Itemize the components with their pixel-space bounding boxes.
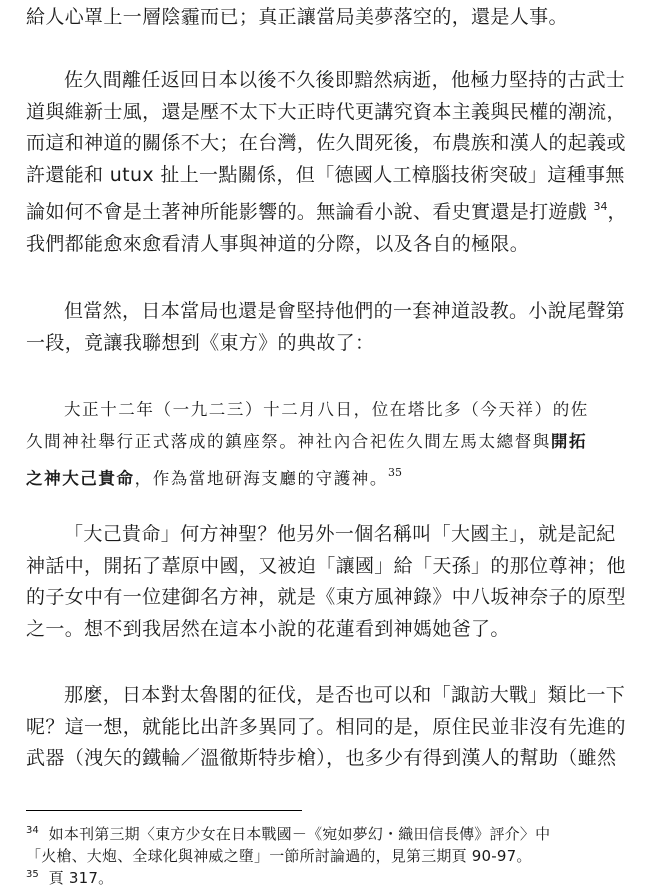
footnote-ref-35: 35 [388, 466, 403, 479]
footnote-number: 35 [26, 869, 39, 880]
text-line: 給人心罩上一層陰霾而已；真正讓當局美夢落空的，還是人事。 [26, 6, 568, 28]
text-line: 之一。想不到我居然在這本小說的花蓮看到神媽她爸了。 [26, 617, 510, 640]
paragraph-taroko [26, 680, 626, 775]
text-segment: ， [607, 201, 627, 224]
text-line: 許還能和 utux 扯上一點關係，但「德國人工樟腦技術突破」這種事無 [26, 163, 625, 186]
text-line: 我們都能愈來愈看清人事與神道的分際，以及各自的極限。 [26, 232, 530, 255]
text-line: 的子女中有一位建御名方神，就是《東方風神錄》中八坂神奈子的原型 [26, 586, 626, 609]
footnote-35 [26, 864, 636, 889]
text-line: 一段，竟讓我聯想到《東方》的典故了： [26, 331, 375, 354]
text-line: 那麼，日本對太魯閣的征伐，是否也可以和「諏訪大戰」類比一下 [64, 684, 626, 706]
quote-line [26, 426, 626, 458]
footnote-divider [26, 810, 302, 811]
paragraph-shinto [26, 296, 626, 359]
quote-segment: ，作為當地研海支廳的守護神。 [134, 469, 389, 488]
text-line: 道與維新士風，還是壓不太下大正時代更講究資本主義與民權的潮流， [26, 100, 626, 123]
quote-line [26, 457, 626, 495]
text-line: 呢？這一想，就能比出許多異同了。相同的是，原住民並非沒有先進的 [26, 715, 626, 738]
text-line: 但當然，日本當局也還是會堅持他們的一套神道設教。小說尾聲第 [64, 300, 626, 322]
footnote-text: 頁 317。 [48, 869, 114, 887]
paragraph-intro-tail [26, 2, 626, 34]
text-line: 神話中，開拓了葦原中國，又被迫「讓國」給「天孫」的那位尊神；他 [26, 554, 626, 577]
quote-segment: 久間神社舉行正式落成的鎮座祭。神社內合祀佐久間左馬太總督與 [26, 431, 551, 451]
text-line: 武器（洩矢的鐵輪／溫徹斯特步槍），也多少有得到漢人的幫助（雖然 [26, 747, 617, 770]
text-line: 「大己貴命」何方神聖？他另外一個名稱叫「大國主」，就是記紀 [64, 523, 616, 545]
footnote-34 [26, 820, 636, 867]
footnote-line [26, 825, 550, 843]
footnote-text: 「火槍、大炮、全球化與神威之墮」一節所討論過的，見第三期頁 90-97。 [26, 847, 532, 865]
quote-emphasis: 開拓 [550, 431, 588, 451]
paragraph-sakuma [26, 65, 626, 261]
text-line: 佐久間離任返回日本以後不久後即黯然病逝，他極力堅持的古武士 [64, 69, 626, 91]
footnote-text: 如本刊第三期〈東方少女在日本戰國－《宛如夢幻・織田信長傳》評介〉中 [48, 825, 551, 843]
text-segment: 論如何不會是土著神所能影響的。無論看小說、看史實還是打遊戲 [26, 201, 588, 224]
paragraph-onamuchi [26, 519, 626, 645]
quote-line: 大正十二年（一九二三）十二月八日，位在塔比多（今天祥）的佐 [64, 400, 589, 419]
footnote-number: 34 [26, 825, 39, 836]
block-quote [26, 394, 626, 495]
footnote-ref-34: 34 [593, 200, 608, 214]
quote-emphasis: 之神大己貴命 [26, 469, 135, 488]
text-line: 而這和神道的關係不大；在台灣，佐久間死後，布農族和漢人的起義或 [26, 132, 626, 155]
text-line [26, 191, 626, 229]
